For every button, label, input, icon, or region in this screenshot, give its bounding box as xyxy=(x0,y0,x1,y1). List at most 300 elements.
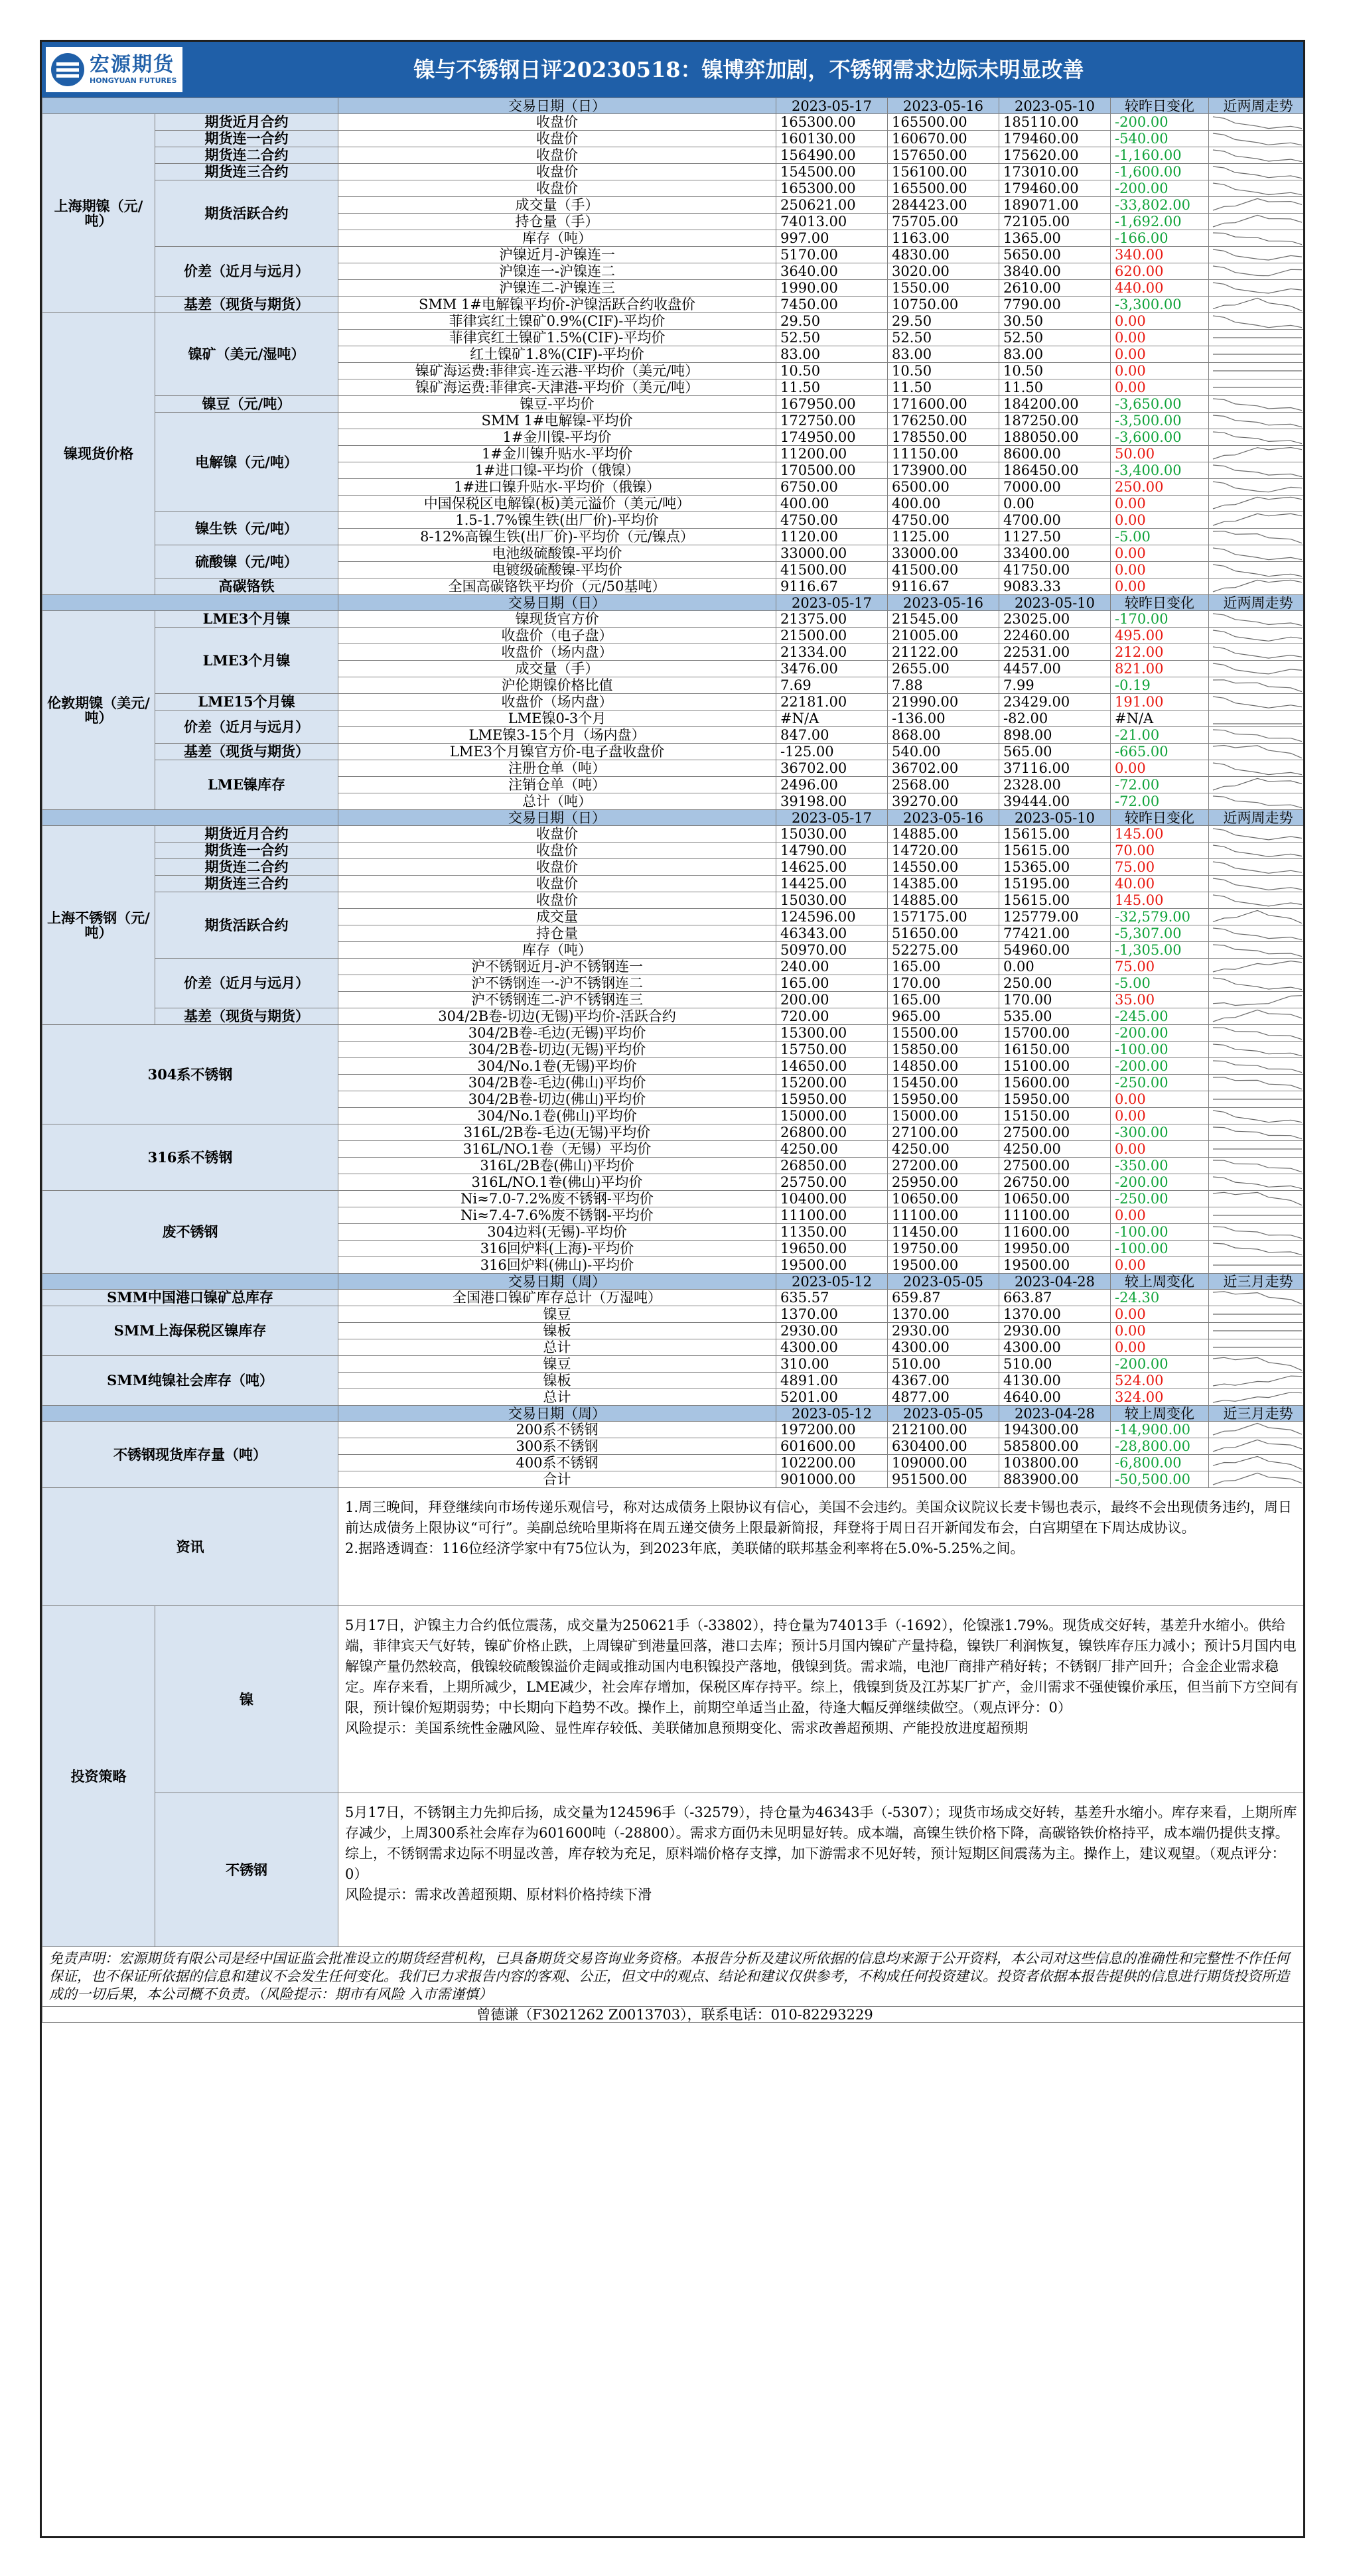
trend-sparkline xyxy=(1209,1025,1305,1041)
sparkline-path xyxy=(1213,614,1302,626)
indicator-name: 成交量（手） xyxy=(338,661,776,677)
trend-sparkline xyxy=(1209,164,1305,180)
value-cell: 250621.00 xyxy=(776,197,888,214)
indicator-name: 红土镍矿1.8%(CIF)-平均价 xyxy=(338,346,776,363)
value-cell: 1365.00 xyxy=(999,230,1111,247)
change-cell: 0.00 xyxy=(1111,496,1209,512)
sparkline-path xyxy=(1213,167,1302,178)
change-cell: -100.00 xyxy=(1111,1241,1209,1257)
sparkline-path xyxy=(1213,663,1302,674)
value-cell: 197200.00 xyxy=(776,1422,888,1438)
table-row xyxy=(42,114,1306,131)
value-cell: 14850.00 xyxy=(888,1058,999,1075)
trend-cell xyxy=(1209,529,1306,545)
trend-sparkline xyxy=(1209,909,1305,925)
sparkline-path xyxy=(1213,1077,1302,1089)
column-header: 2023-05-17 xyxy=(776,810,888,826)
table-row xyxy=(42,611,1306,628)
trend-sparkline xyxy=(1209,826,1305,842)
value-cell: 7790.00 xyxy=(999,297,1111,313)
value-cell: 9083.33 xyxy=(999,578,1111,595)
row-category-label: 基差（现货与期货） xyxy=(155,297,338,313)
column-header: 2023-05-10 xyxy=(999,98,1111,114)
value-cell: 720.00 xyxy=(776,1008,888,1025)
value-cell: 52.50 xyxy=(888,330,999,346)
trend-sparkline xyxy=(1209,1290,1305,1306)
value-cell: 212100.00 xyxy=(888,1422,999,1438)
value-cell: 19750.00 xyxy=(888,1241,999,1257)
change-cell: 145.00 xyxy=(1111,826,1209,843)
indicator-name: 304/2B卷-毛边(无锡)平均价 xyxy=(338,1025,776,1042)
value-cell: #N/A xyxy=(776,711,888,727)
data-table xyxy=(42,98,1305,2023)
value-cell: 14425.00 xyxy=(776,876,888,892)
change-cell: -540.00 xyxy=(1111,131,1209,147)
table-row xyxy=(42,892,1306,909)
trend-cell xyxy=(1209,611,1306,628)
row-category-label: LME3个月镍 xyxy=(155,628,338,694)
trend-cell xyxy=(1209,694,1306,711)
table-row xyxy=(42,760,1306,777)
value-cell: 4250.00 xyxy=(999,1141,1111,1158)
change-cell: 620.00 xyxy=(1111,263,1209,280)
value-cell: 174950.00 xyxy=(776,429,888,446)
header-gap xyxy=(42,810,338,826)
indicator-name: 1.5-1.7%镍生铁(出厂价)-平均价 xyxy=(338,512,776,529)
sparkline-path xyxy=(1213,432,1302,444)
change-cell: 0.00 xyxy=(1111,1091,1209,1108)
value-cell: 165500.00 xyxy=(888,180,999,197)
change-cell: 0.00 xyxy=(1111,1323,1209,1339)
trend-sparkline xyxy=(1209,313,1305,329)
trend-cell xyxy=(1209,793,1306,810)
value-cell: 27500.00 xyxy=(999,1158,1111,1174)
value-cell: 4300.00 xyxy=(776,1339,888,1356)
trend-cell xyxy=(1209,1025,1306,1042)
trend-sparkline xyxy=(1209,793,1305,809)
trend-sparkline xyxy=(1209,1455,1305,1471)
trend-cell xyxy=(1209,396,1306,413)
indicator-name: LME镍0-3个月 xyxy=(338,711,776,727)
value-cell: 23025.00 xyxy=(999,611,1111,628)
trend-cell xyxy=(1209,1124,1306,1141)
value-cell: 997.00 xyxy=(776,230,888,247)
change-cell: 495.00 xyxy=(1111,628,1209,644)
indicator-name: 库存（吨） xyxy=(338,942,776,959)
sparkline-path xyxy=(1213,1423,1302,1435)
value-cell: 2328.00 xyxy=(999,777,1111,793)
sparkline-path xyxy=(1213,1227,1302,1239)
trend-sparkline xyxy=(1209,1241,1305,1256)
trend-sparkline xyxy=(1209,1174,1305,1190)
trend-sparkline xyxy=(1209,942,1305,958)
value-cell: 27100.00 xyxy=(888,1124,999,1141)
trend-cell xyxy=(1209,496,1306,512)
indicator-name: 镍豆 xyxy=(338,1356,776,1373)
trend-cell xyxy=(1209,131,1306,147)
indicator-name: 总计 xyxy=(338,1389,776,1406)
sparkline-path xyxy=(1213,878,1302,890)
trend-cell xyxy=(1209,247,1306,263)
value-cell: 3640.00 xyxy=(776,263,888,280)
change-cell: -200.00 xyxy=(1111,114,1209,131)
trend-sparkline xyxy=(1209,677,1305,693)
change-cell: 35.00 xyxy=(1111,992,1209,1008)
value-cell: 15615.00 xyxy=(999,892,1111,909)
indicator-name: 304/No.1卷(佛山)平均价 xyxy=(338,1108,776,1124)
trend-cell xyxy=(1209,777,1306,793)
trend-cell xyxy=(1209,413,1306,429)
value-cell: 26750.00 xyxy=(999,1174,1111,1191)
sparkline-path xyxy=(1213,1127,1302,1139)
row-category-label: 基差（现货与期货） xyxy=(155,744,338,760)
column-header: 2023-05-17 xyxy=(776,98,888,114)
trend-sparkline xyxy=(1209,396,1305,412)
sparkline-path xyxy=(1213,862,1302,873)
logo-cn-text: 宏源期货 xyxy=(90,53,175,76)
trend-sparkline xyxy=(1209,611,1305,627)
column-header: 2023-04-28 xyxy=(999,1274,1111,1290)
sparkline-path xyxy=(1213,448,1302,460)
change-cell: 191.00 xyxy=(1111,694,1209,711)
indicator-name: 沪镍连一-沪镍连二 xyxy=(338,263,776,280)
value-cell: 15300.00 xyxy=(776,1025,888,1042)
sparkline-path xyxy=(1213,531,1302,543)
trend-cell xyxy=(1209,429,1306,446)
trend-sparkline xyxy=(1209,578,1305,594)
value-cell: 10.50 xyxy=(999,363,1111,379)
value-cell: 26850.00 xyxy=(776,1158,888,1174)
value-cell: 11100.00 xyxy=(999,1207,1111,1224)
trend-cell xyxy=(1209,711,1306,727)
trend-cell xyxy=(1209,1373,1306,1389)
value-cell: 14650.00 xyxy=(776,1058,888,1075)
indicator-name: 304/2B卷-切边(无锡)平均价-活跃合约 xyxy=(338,1008,776,1025)
indicator-name: 收盘价（电子盘） xyxy=(338,628,776,644)
table-row xyxy=(42,180,1306,197)
change-cell: 0.00 xyxy=(1111,1207,1209,1224)
value-cell: 165300.00 xyxy=(776,180,888,197)
table-row xyxy=(42,1422,1306,1438)
column-header: 较昨日变化 xyxy=(1111,810,1209,826)
trend-cell xyxy=(1209,1356,1306,1373)
value-cell: 23429.00 xyxy=(999,694,1111,711)
change-cell: 0.00 xyxy=(1111,1141,1209,1158)
indicator-name: 316回炉料(上海)-平均价 xyxy=(338,1241,776,1257)
column-header: 交易日期（周） xyxy=(338,1406,776,1422)
trend-sparkline xyxy=(1209,711,1305,726)
indicator-name: 沪不锈钢连一-沪不锈钢连二 xyxy=(338,975,776,992)
sparkline-path xyxy=(1213,1376,1302,1386)
change-cell: -170.00 xyxy=(1111,611,1209,628)
row-category-label: 镍矿（美元/湿吨） xyxy=(155,313,338,396)
change-cell: 145.00 xyxy=(1111,892,1209,909)
row-category-label: 价差（近月与远月） xyxy=(155,959,338,1008)
value-cell: 11.50 xyxy=(888,379,999,396)
change-cell: -1,160.00 xyxy=(1111,147,1209,164)
trend-cell xyxy=(1209,1339,1306,1356)
value-cell: 156490.00 xyxy=(776,147,888,164)
report-title: 镍与不锈钢日评20230518：镍博弈加剧，不锈钢需求边际未明显改善 xyxy=(413,57,1084,82)
change-cell: -200.00 xyxy=(1111,1356,1209,1373)
value-cell: 8600.00 xyxy=(999,446,1111,462)
row-category-label: 镍豆（元/吨） xyxy=(155,396,338,413)
change-cell: 70.00 xyxy=(1111,843,1209,859)
value-cell: 170.00 xyxy=(888,975,999,992)
row-category-label: 304系不锈钢 xyxy=(42,1025,338,1124)
row-category-label: 镍生铁（元/吨） xyxy=(155,512,338,545)
trend-sparkline xyxy=(1209,992,1305,1008)
change-cell: -350.00 xyxy=(1111,1158,1209,1174)
change-cell: 0.00 xyxy=(1111,313,1209,330)
change-cell: -166.00 xyxy=(1111,230,1209,247)
value-cell: 4750.00 xyxy=(776,512,888,529)
trend-cell xyxy=(1209,959,1306,975)
row-category-label: 316系不锈钢 xyxy=(42,1124,338,1191)
value-cell: 21005.00 xyxy=(888,628,999,644)
value-cell: 52.50 xyxy=(999,330,1111,346)
trend-cell xyxy=(1209,727,1306,744)
change-cell: -3,600.00 xyxy=(1111,429,1209,446)
value-cell: 21334.00 xyxy=(776,644,888,661)
sparkline-path xyxy=(1213,1392,1302,1402)
sparkline-path xyxy=(1213,133,1302,145)
column-header: 2023-05-16 xyxy=(888,98,999,114)
value-cell: 510.00 xyxy=(888,1356,999,1373)
trend-sparkline xyxy=(1209,562,1305,578)
value-cell: 1990.00 xyxy=(776,280,888,297)
group-label: 伦敦期镍（美元/吨） xyxy=(42,611,155,810)
value-cell: 41500.00 xyxy=(776,562,888,578)
indicator-name: 316L/2B卷-毛边(无锡)平均价 xyxy=(338,1124,776,1141)
indicator-name: Ni≈7.4-7.6%废不锈钢-平均价 xyxy=(338,1207,776,1224)
table-row xyxy=(42,1025,1306,1042)
indicator-name: 304/No.1卷(无锡)平均价 xyxy=(338,1058,776,1075)
group-label: 上海不锈钢（元/吨） xyxy=(42,826,155,1025)
indicator-name: 沪伦期镍价格比值 xyxy=(338,677,776,694)
trend-sparkline xyxy=(1209,263,1305,279)
indicator-name: 收盘价 xyxy=(338,859,776,876)
column-header-row xyxy=(42,810,1306,826)
trend-sparkline xyxy=(1209,214,1305,230)
column-header: 2023-05-05 xyxy=(888,1406,999,1422)
news-label: 资讯 xyxy=(42,1488,338,1606)
trend-sparkline xyxy=(1209,975,1305,991)
table-row xyxy=(42,578,1306,595)
indicator-name: 持仓量（手） xyxy=(338,214,776,230)
value-cell: 6750.00 xyxy=(776,479,888,496)
trend-sparkline xyxy=(1209,297,1305,312)
table-row xyxy=(42,147,1306,164)
value-cell: 30.50 xyxy=(999,313,1111,330)
value-cell: 21122.00 xyxy=(888,644,999,661)
value-cell: 15950.00 xyxy=(999,1091,1111,1108)
change-cell: -1,600.00 xyxy=(1111,164,1209,180)
value-cell: 19500.00 xyxy=(999,1257,1111,1274)
trend-sparkline xyxy=(1209,644,1305,660)
indicator-name: 316L/NO.1卷（无锡）平均价 xyxy=(338,1141,776,1158)
value-cell: 160670.00 xyxy=(888,131,999,147)
value-cell: 21545.00 xyxy=(888,611,999,628)
column-header-row xyxy=(42,595,1306,611)
value-cell: 1550.00 xyxy=(888,280,999,297)
value-cell: 36702.00 xyxy=(776,760,888,777)
change-cell: 0.00 xyxy=(1111,1257,1209,1274)
value-cell: -82.00 xyxy=(999,711,1111,727)
sparkline-path xyxy=(1213,198,1302,210)
value-cell: 19500.00 xyxy=(888,1257,999,1274)
disclaimer-row xyxy=(42,1947,1306,2007)
sparkline-path xyxy=(1213,978,1302,990)
change-cell: 0.00 xyxy=(1111,1306,1209,1323)
value-cell: 185110.00 xyxy=(999,114,1111,131)
group-label: 镍现货价格 xyxy=(42,313,155,595)
value-cell: 165.00 xyxy=(776,975,888,992)
trend-sparkline xyxy=(1209,363,1305,379)
row-category-label: 硫酸镍（元/吨） xyxy=(155,545,338,578)
indicator-name: 镍豆-平均价 xyxy=(338,396,776,413)
trend-sparkline xyxy=(1209,727,1305,743)
trend-cell xyxy=(1209,876,1306,892)
trend-sparkline xyxy=(1209,876,1305,892)
trend-sparkline xyxy=(1209,131,1305,147)
trend-sparkline xyxy=(1209,114,1305,130)
trend-sparkline xyxy=(1209,628,1305,644)
value-cell: 630400.00 xyxy=(888,1438,999,1455)
table-row xyxy=(42,247,1306,263)
logo-en-text: HONGYUAN FUTURES xyxy=(90,76,177,85)
table-row xyxy=(42,959,1306,975)
strategy-row xyxy=(42,1793,1306,1947)
trend-sparkline xyxy=(1209,1306,1305,1322)
trend-cell xyxy=(1209,313,1306,330)
value-cell: 847.00 xyxy=(776,727,888,744)
indicator-name: 沪不锈钢连二-沪不锈钢连三 xyxy=(338,992,776,1008)
value-cell: 51650.00 xyxy=(888,925,999,942)
value-cell: 22181.00 xyxy=(776,694,888,711)
sparkline-path xyxy=(1213,316,1302,328)
column-header: 2023-05-17 xyxy=(776,595,888,611)
table-row xyxy=(42,843,1306,859)
indicator-name: 304/2B卷-切边(佛山)平均价 xyxy=(338,1091,776,1108)
value-cell: 19500.00 xyxy=(776,1257,888,1274)
sparkline-path xyxy=(1213,565,1302,576)
sparkline-path xyxy=(1213,1292,1302,1304)
value-cell: 173900.00 xyxy=(888,462,999,479)
value-cell: 11350.00 xyxy=(776,1224,888,1241)
trend-cell xyxy=(1209,1438,1306,1455)
sparkline-path xyxy=(1213,283,1302,293)
trend-cell xyxy=(1209,1241,1306,1257)
value-cell: 41750.00 xyxy=(999,562,1111,578)
trend-cell xyxy=(1209,628,1306,644)
table-row xyxy=(42,876,1306,892)
value-cell: 15030.00 xyxy=(776,892,888,909)
trend-sparkline xyxy=(1209,1042,1305,1057)
trend-cell xyxy=(1209,1290,1306,1306)
value-cell: 15000.00 xyxy=(888,1108,999,1124)
indicator-name: SMM 1#电解镍-平均价 xyxy=(338,413,776,429)
value-cell: 4130.00 xyxy=(999,1373,1111,1389)
trend-sparkline xyxy=(1209,247,1305,263)
value-cell: 10400.00 xyxy=(776,1191,888,1207)
trend-sparkline xyxy=(1209,346,1305,362)
row-category-label: SMM纯镍社会库存（吨） xyxy=(42,1356,338,1406)
trend-cell xyxy=(1209,1042,1306,1058)
change-cell: -21.00 xyxy=(1111,727,1209,744)
header-gap xyxy=(42,1274,338,1290)
value-cell: 25950.00 xyxy=(888,1174,999,1191)
trend-cell xyxy=(1209,677,1306,694)
trend-cell xyxy=(1209,942,1306,959)
trend-cell xyxy=(1209,164,1306,180)
column-header: 较昨日变化 xyxy=(1111,98,1209,114)
table-row xyxy=(42,694,1306,711)
change-cell: -245.00 xyxy=(1111,1008,1209,1025)
sparkline-path xyxy=(1213,778,1302,790)
value-cell: 179460.00 xyxy=(999,180,1111,197)
column-header: 交易日期（周） xyxy=(338,1274,776,1290)
report-sheet xyxy=(40,40,1305,2538)
trend-cell xyxy=(1209,1058,1306,1075)
sparkline-path xyxy=(1213,961,1302,972)
row-category-label: 价差（近月与远月） xyxy=(155,711,338,744)
trend-sparkline xyxy=(1209,1422,1305,1438)
indicator-name: 镍矿海运费:菲律宾-天津港-平均价（美元/吨） xyxy=(338,379,776,396)
trend-cell xyxy=(1209,446,1306,462)
value-cell: 5170.00 xyxy=(776,247,888,263)
value-cell: 187250.00 xyxy=(999,413,1111,429)
table-row xyxy=(42,1124,1306,1141)
change-cell: -72.00 xyxy=(1111,793,1209,810)
value-cell: 898.00 xyxy=(999,727,1111,744)
indicator-name: 收盘价 xyxy=(338,131,776,147)
sparkline-path xyxy=(1213,763,1302,775)
change-cell: -5,307.00 xyxy=(1111,925,1209,942)
trend-cell xyxy=(1209,1306,1306,1323)
trend-cell xyxy=(1209,1257,1306,1274)
value-cell: 15195.00 xyxy=(999,876,1111,892)
value-cell: 39198.00 xyxy=(776,793,888,810)
value-cell: 2930.00 xyxy=(888,1323,999,1339)
value-cell: 172750.00 xyxy=(776,413,888,429)
sparkline-path xyxy=(1213,730,1302,742)
value-cell: 1127.50 xyxy=(999,529,1111,545)
trend-sparkline xyxy=(1209,230,1305,246)
trend-sparkline xyxy=(1209,197,1305,213)
value-cell: 15365.00 xyxy=(999,859,1111,876)
value-cell: 7450.00 xyxy=(776,297,888,313)
value-cell: 3840.00 xyxy=(999,263,1111,280)
trend-sparkline xyxy=(1209,1471,1305,1487)
value-cell: 15615.00 xyxy=(999,843,1111,859)
value-cell: 901000.00 xyxy=(776,1471,888,1488)
trend-sparkline xyxy=(1209,1257,1305,1273)
value-cell: 46343.00 xyxy=(776,925,888,942)
trend-cell xyxy=(1209,197,1306,214)
trend-cell xyxy=(1209,114,1306,131)
value-cell: 15615.00 xyxy=(999,826,1111,843)
value-cell: 11.50 xyxy=(999,379,1111,396)
value-cell: 33000.00 xyxy=(776,545,888,562)
trend-cell xyxy=(1209,1224,1306,1241)
indicator-name: 菲律宾红土镍矿0.9%(CIF)-平均价 xyxy=(338,313,776,330)
trend-cell xyxy=(1209,1008,1306,1025)
trend-cell xyxy=(1209,892,1306,909)
change-cell: -250.00 xyxy=(1111,1075,1209,1091)
sparkline-path xyxy=(1213,465,1302,477)
change-cell: -33,802.00 xyxy=(1111,197,1209,214)
